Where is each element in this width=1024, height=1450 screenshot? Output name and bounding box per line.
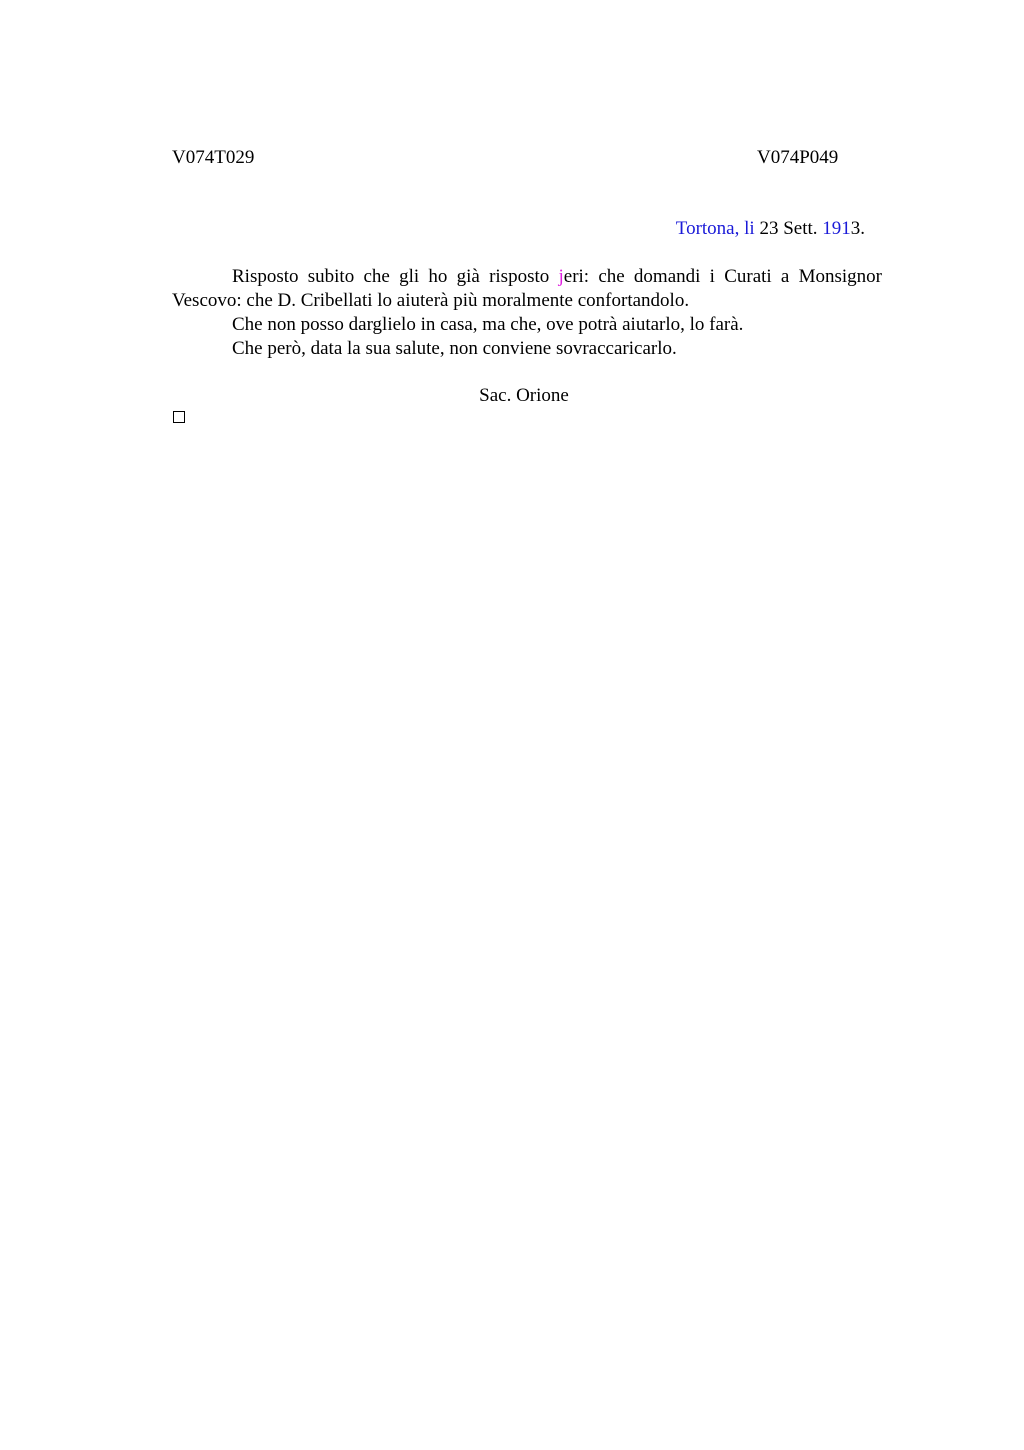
dateline-day-month: 23 Sett. [754,218,823,239]
paragraph-3: Che però, data la sua salute, non conviene sovraccaricarlo. [232,338,677,359]
document-code-left: V074T029 [172,147,255,168]
signature: Sac. Orione [479,385,569,406]
paragraph-2: Che non posso darglielo in casa, ma che, ove potrà aiutarlo, lo farà. [232,314,744,335]
end-marker-box-icon [173,411,185,423]
dateline-end-punct: . [860,218,865,239]
dateline-year-suffix: 3 [850,218,861,239]
dateline-year-prefix: 191 [822,218,851,239]
dateline-place: Tortona, li [675,218,755,239]
highlighted-letter: j [558,266,564,287]
letter-body [172,265,882,361]
dateline [676,217,865,241]
paragraph-1-before: Risposto subito che gli ho già risposto [232,266,559,287]
paragraph-1-after: eri: che domandi i Curati a Monsignor Vescovo: che D. Cribellati lo aiuterà più moralmente confortandolo. [172,266,882,311]
document-code-right: V074P049 [757,147,839,168]
paragraph-1 [172,265,882,313]
